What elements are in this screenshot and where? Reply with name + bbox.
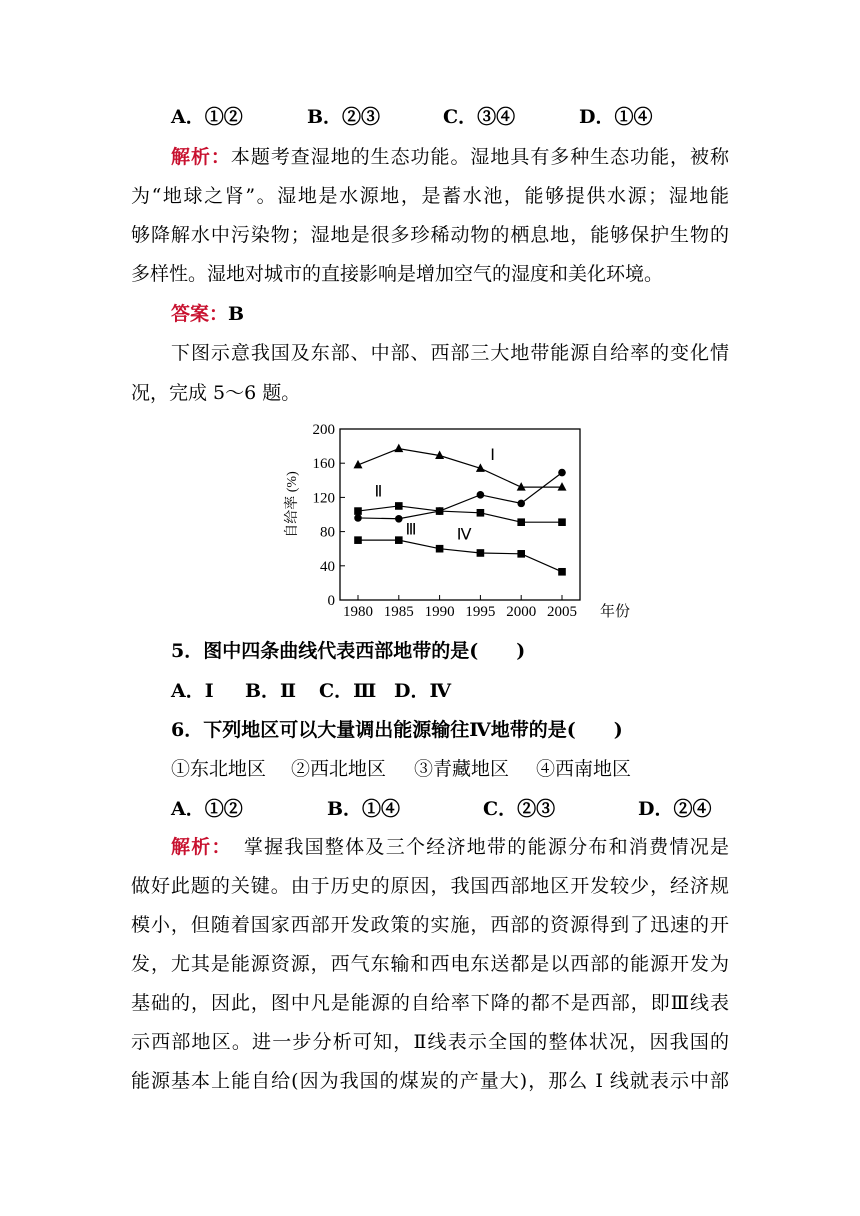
y-axis-label: 自给率 (%) [285, 471, 300, 538]
x-tick-label: 1980 [343, 604, 373, 620]
data-point-square [395, 536, 403, 544]
q6-option-b: B．①④ [327, 798, 401, 820]
data-point-circle [436, 507, 444, 515]
answer-label: 答案： [171, 303, 229, 325]
series-label: Ⅳ [456, 526, 472, 544]
q5-option-b: B．Ⅱ [245, 680, 297, 702]
q5-stem: 5．图中四条曲线代表西部地带的是( ) [171, 640, 526, 662]
data-point-circle [477, 491, 485, 499]
intro-line-1: 下图示意我国及东部、中部、西部三大地带能源自给率的变化情 [171, 342, 729, 364]
q6-choice-1: ①东北地区 [171, 758, 267, 780]
data-point-square [558, 568, 566, 576]
q5-option-a: A．Ⅰ [171, 680, 214, 702]
energy-self-sufficiency-chart [272, 418, 631, 623]
analysis1-line-4: 多样性。湿地对城市的直接影响是增加空气的湿度和美化环境。 [131, 263, 664, 285]
q6-option-c: C．②③ [483, 798, 556, 820]
y-tick-label: 160 [312, 456, 335, 473]
y-tick-label: 200 [312, 422, 335, 438]
analysis2-line-4: 发，尤其是能源资源，西气东输和西电东送都是以西部的能源开发为 [131, 953, 729, 975]
intro-line-2: 况，完成 5～6 题。 [131, 382, 301, 404]
analysis2-label: 解析： [171, 836, 232, 858]
data-point-triangle [558, 482, 567, 491]
series-line [358, 540, 562, 572]
q5-option-d: D．Ⅳ [394, 680, 452, 702]
y-tick-label: 0 [327, 593, 335, 609]
series-label: Ⅱ [374, 483, 383, 501]
series-line [358, 446, 562, 487]
analysis2-line-7: 能源基本上能自给(因为我国的煤炭的产量大)，那么 I 线就表示中部 [131, 1070, 729, 1092]
data-point-square [517, 518, 525, 526]
y-tick-label: 80 [320, 524, 335, 541]
plot-frame [340, 429, 580, 600]
q6-option-a: A．①② [171, 798, 243, 820]
x-axis-label: 年份 [600, 604, 631, 620]
data-point-circle [517, 500, 525, 508]
q6-choice-2: ②西北地区 [291, 758, 387, 780]
q6-choice-4: ④西南地区 [536, 758, 632, 780]
data-point-triangle [517, 482, 526, 491]
data-point-square [354, 507, 362, 515]
data-point-circle [558, 469, 566, 477]
data-point-square [436, 545, 444, 553]
data-point-square [517, 550, 525, 558]
q4-option-d: D．①④ [579, 106, 653, 128]
data-point-circle [354, 514, 362, 522]
analysis2-line-3: 模小，但随着国家西部开发政策的实施，西部的资源得到了迅速的开 [131, 914, 729, 936]
analysis2-line-1: 解析： 掌握我国整体及三个经济地带的能源分布和消费情况是 [171, 836, 729, 858]
analysis1-line-2: 为“地球之肾”。湿地是水源地，是蓄水池，能够提供水源；湿地能 [131, 185, 729, 207]
series-line [358, 506, 562, 522]
q4-option-a: A．①② [171, 106, 243, 128]
q6-choice-3: ③青藏地区 [414, 758, 510, 780]
answer-value: B [228, 303, 245, 325]
q6-option-d: D．②④ [638, 798, 712, 820]
analysis1-line-3: 够降解水中污染物；湿地是很多珍稀动物的栖息地，能够保护生物的 [131, 224, 729, 246]
data-point-triangle [394, 444, 403, 453]
analysis1-label: 解析： [171, 146, 231, 168]
x-tick-label: 1985 [383, 604, 414, 620]
series-label: Ⅲ [405, 521, 417, 539]
analysis1-line-1: 解析：本题考查湿地的生态功能。湿地具有多种生态功能，被称 [171, 146, 729, 168]
data-point-square [354, 536, 362, 544]
data-point-square [477, 509, 485, 517]
answer [171, 301, 244, 327]
data-point-circle [395, 515, 403, 523]
x-tick-label: 2000 [506, 604, 537, 620]
q4-option-c: C．③④ [443, 106, 516, 128]
x-tick-label: 1995 [465, 604, 496, 620]
x-tick-label: 1990 [424, 604, 455, 620]
analysis2-line-5: 基础的，因此，图中凡是能源的自给率下降的都不是西部，即Ⅲ线表 [131, 992, 729, 1014]
data-point-square [477, 549, 485, 557]
analysis2-line-6: 示西部地区。进一步分析可知，Ⅱ线表示全国的整体状况，因我国的 [131, 1031, 729, 1053]
y-tick-label: 120 [312, 490, 335, 507]
series-label: Ⅰ [490, 446, 495, 464]
q4-option-b: B．②③ [307, 106, 381, 128]
q6-stem: 6．下列地区可以大量调出能源输往Ⅳ地带的是( ) [171, 719, 623, 741]
q5-option-c: C．Ⅲ [319, 680, 377, 702]
x-tick-label: 2005 [547, 604, 577, 620]
data-point-square [558, 518, 566, 526]
data-point-square [395, 502, 403, 510]
analysis2-line-2: 做好此题的关键。由于历史的原因，我国西部地区开发较少，经济规 [131, 875, 729, 897]
y-tick-label: 40 [320, 558, 335, 575]
